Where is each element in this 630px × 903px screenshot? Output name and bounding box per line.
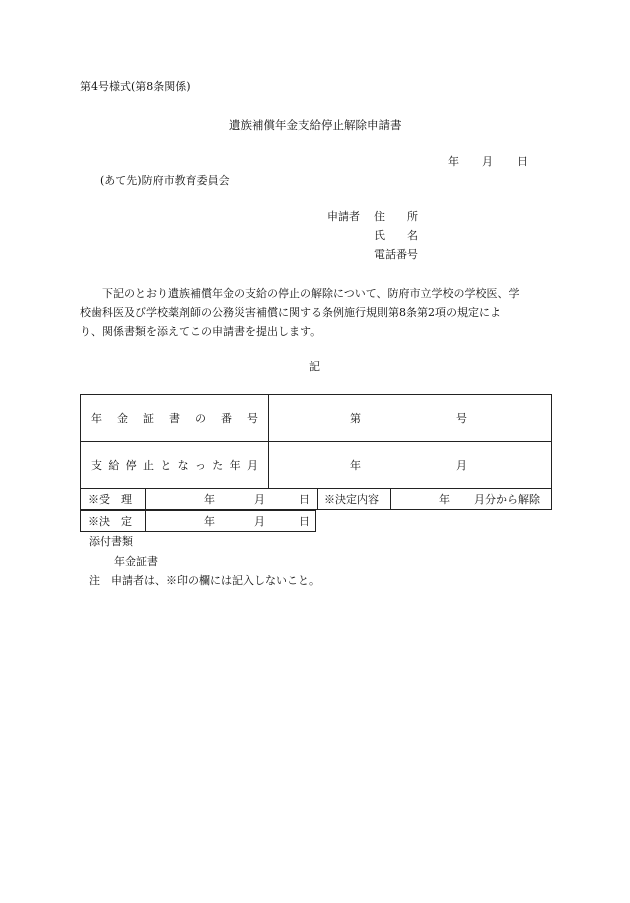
label-char: な — [177, 459, 189, 472]
decision-label — [81, 511, 146, 532]
table-row — [81, 442, 552, 489]
receipt-label — [81, 489, 146, 510]
receipt-month: 月 — [254, 493, 265, 506]
body-line-3: り、関係書類を添えてこの申請書を提出します。 — [80, 325, 322, 338]
receipt-day: 日 — [299, 493, 310, 506]
label-char: の — [195, 412, 206, 425]
label-char: 支 — [91, 459, 102, 472]
date-year: 年 — [448, 155, 459, 168]
receipt-table — [80, 488, 552, 510]
decision-table — [80, 510, 316, 532]
label-char: 止 — [142, 459, 154, 472]
table-row — [81, 489, 552, 510]
body-line-1: 下記のとおり遺族補償年金の支給の停止の解除について、防府市立学校の学校医、学 — [102, 287, 520, 300]
date-month: 月 — [482, 155, 493, 168]
dai-label: 第 — [350, 412, 361, 425]
label-char: 停 — [125, 459, 137, 472]
attachments-label: 添付書類 — [89, 535, 133, 548]
table-row — [81, 511, 316, 532]
label-char: っ — [194, 459, 206, 472]
pension-cert-number-field[interactable] — [269, 395, 552, 442]
label-char: 証 — [143, 412, 154, 425]
label-char: 金 — [117, 412, 128, 425]
receipt-label-text: ※受 理 — [88, 493, 132, 506]
applicant-label: 申請者 — [327, 210, 360, 223]
decision-content-field[interactable] — [391, 489, 552, 510]
applicant-name-label: 氏 名 — [374, 229, 418, 242]
month-label: 月 — [456, 459, 467, 472]
pension-cert-number-label — [81, 395, 269, 442]
table-row — [81, 395, 552, 442]
go-label: 号 — [456, 412, 467, 425]
attachment-item: 年金証書 — [114, 555, 158, 568]
body-line-2: 校歯科医及び学校薬剤師の公務災害補償に関する条例施行規則第8条第2項の規定によ — [80, 306, 501, 319]
page-title: 遺族補償年金支給停止解除申請書 — [229, 118, 402, 132]
label-char: と — [160, 459, 172, 472]
decision-day: 日 — [299, 515, 310, 528]
ki-heading: 記 — [309, 360, 320, 373]
decision-month: 月 — [254, 515, 265, 528]
main-table — [80, 394, 552, 489]
applicant-phone-label: 電話番号 — [374, 248, 418, 261]
decision-content-label-text: ※決定内容 — [324, 493, 379, 506]
decision-content-label — [318, 489, 391, 510]
label-char: 号 — [247, 412, 258, 425]
label-char: 番 — [221, 412, 232, 425]
form-number: 第4号様式(第8条関係) — [80, 80, 191, 93]
decision-content-year: 年 — [439, 493, 450, 506]
receipt-date-field[interactable] — [146, 489, 318, 510]
decision-year: 年 — [204, 515, 215, 528]
suspension-yearmonth-field[interactable] — [269, 442, 552, 489]
label-char: 年 — [91, 412, 102, 425]
suspension-yearmonth-label — [81, 442, 269, 489]
decision-date-field[interactable] — [146, 511, 316, 532]
applicant-address-label: 住 所 — [374, 210, 418, 223]
decision-content-suffix: 月分から解除 — [474, 493, 540, 506]
label-char: 年 — [229, 459, 241, 472]
label-char: 給 — [108, 459, 120, 472]
receipt-year: 年 — [204, 493, 215, 506]
date-day: 日 — [517, 155, 528, 168]
label-char: た — [212, 459, 224, 472]
body-paragraph — [80, 284, 558, 341]
year-label: 年 — [350, 459, 361, 472]
note: 注 申請者は、※印の欄には記入しないこと。 — [89, 574, 320, 587]
recipient: (あて先)防府市教育委員会 — [100, 174, 230, 187]
label-char: 書 — [169, 412, 180, 425]
decision-label-text: ※決 定 — [88, 515, 132, 528]
label-char: 月 — [246, 459, 258, 472]
